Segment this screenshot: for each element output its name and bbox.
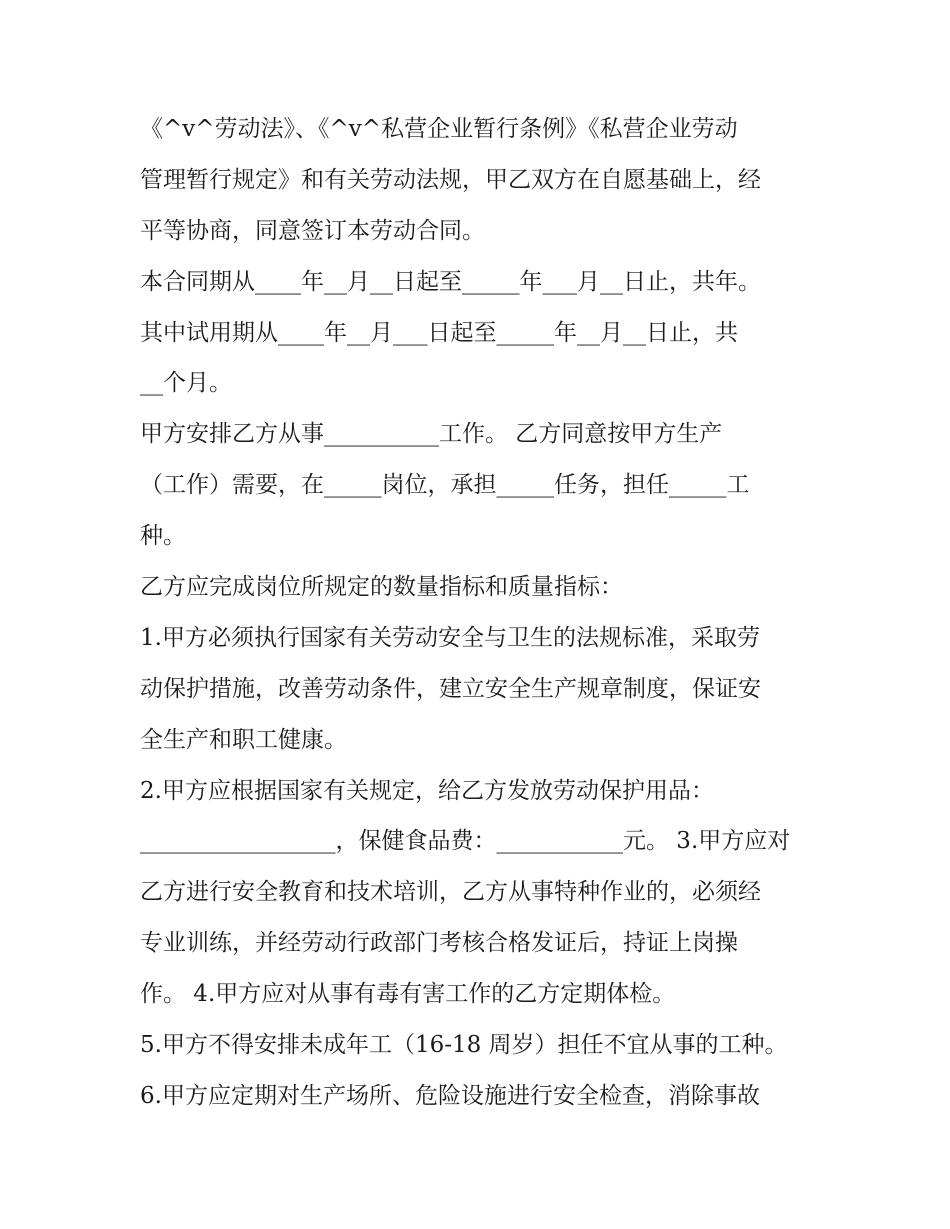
text-line: __个月。 [140, 370, 232, 397]
text-line: 管理暂行规定》和有关劳动法规，甲乙双方在自愿基础上，经 [140, 166, 761, 193]
text-line: 本合同期从____年__月__日起至_____年___月__日止，共年。 [140, 268, 761, 295]
text-line: 平等协商，同意签订本劳动合同。 [140, 217, 485, 244]
text-line: 专业训练，并经劳动行政部门考核合格发证后，持证上岗操 [140, 930, 738, 957]
text-line: _________________，保健食品费：___________元。 3.甲方应对 [140, 828, 791, 855]
text-line: （工作）需要，在_____岗位，承担_____任务，担任_____工 [140, 472, 750, 499]
text-line: 甲方安排乙方从事__________工作。 乙方同意按甲方生产 [140, 421, 723, 448]
text-line: 1.甲方必须执行国家有关劳动安全与卫生的法规标准，采取劳 [140, 624, 760, 651]
text-line: 其中试用期从____年__月___日起至_____年__月__日止，共 [140, 319, 738, 346]
contract-body-text [140, 104, 830, 1122]
text-line: 《^v^劳动法》、《^v^私营企业暂行条例》《私营企业劳动 [140, 116, 738, 142]
text-line: 6.甲方应定期对生产场所、危险设施进行安全检查，消除事故 [140, 1082, 760, 1109]
text-line: 5.甲方不得安排未成年工（16-18 周岁）担任不宜从事的工种。 [140, 1032, 788, 1059]
text-line: 乙方进行安全教育和技术培训，乙方从事特种作业的，必须经 [140, 879, 761, 906]
text-line: 乙方应完成岗位所规定的数量指标和质量指标： [140, 574, 623, 601]
text-line: 动保护措施，改善劳动条件，建立安全生产规章制度，保证安 [140, 675, 761, 702]
text-line: 2.甲方应根据国家有关规定，给乙方发放劳动保护用品： [140, 777, 714, 804]
text-line: 全生产和职工健康。 [140, 726, 347, 753]
text-line: 种。 [140, 523, 186, 550]
text-line: 作。 4.甲方应对从事有毒有害工作的乙方定期体检。 [140, 981, 676, 1008]
